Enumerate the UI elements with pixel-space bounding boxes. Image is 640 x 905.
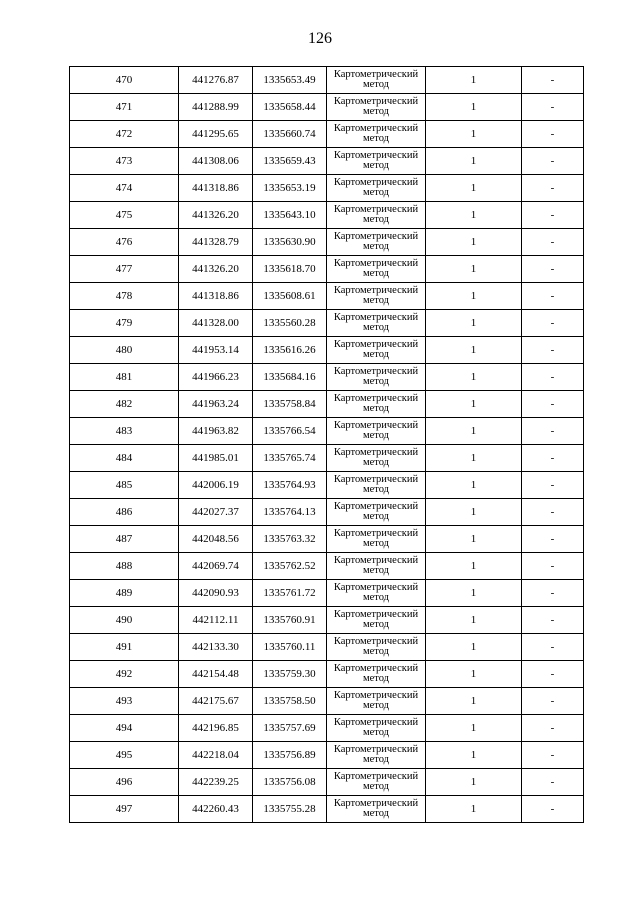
note-cell: - (522, 418, 584, 445)
method-line-1: Картометрический (333, 744, 419, 755)
method-line-1: Картометрический (333, 393, 419, 404)
y-coordinate-cell: 1335759.30 (253, 661, 327, 688)
point-number-cell: 471 (70, 94, 179, 121)
method-cell (327, 175, 426, 202)
note-cell: - (522, 445, 584, 472)
table-row (70, 175, 584, 202)
method-line-1: Картометрический (333, 123, 419, 134)
point-number-cell: 480 (70, 337, 179, 364)
accuracy-cell: 1 (426, 202, 522, 229)
y-coordinate-cell: 1335761.72 (253, 580, 327, 607)
table-row (70, 769, 584, 796)
accuracy-cell: 1 (426, 445, 522, 472)
method-line-1: Картометрический (333, 204, 419, 215)
point-number-cell: 479 (70, 310, 179, 337)
x-coordinate-cell: 442027.37 (179, 499, 253, 526)
method-line-1: Картометрический (333, 366, 419, 377)
method-line-1: Картометрический (333, 690, 419, 701)
x-coordinate-cell: 441295.65 (179, 121, 253, 148)
method-cell (327, 445, 426, 472)
y-coordinate-cell: 1335659.43 (253, 148, 327, 175)
accuracy-cell: 1 (426, 472, 522, 499)
y-coordinate-cell: 1335760.11 (253, 634, 327, 661)
method-cell (327, 121, 426, 148)
point-number-cell: 490 (70, 607, 179, 634)
method-cell (327, 688, 426, 715)
note-cell: - (522, 256, 584, 283)
method-line-1: Картометрический (333, 798, 419, 809)
note-cell: - (522, 94, 584, 121)
y-coordinate-cell: 1335762.52 (253, 553, 327, 580)
accuracy-cell: 1 (426, 742, 522, 769)
note-cell: - (522, 742, 584, 769)
method-cell (327, 310, 426, 337)
note-cell: - (522, 229, 584, 256)
method-line-1: Картометрический (333, 312, 419, 323)
point-number-cell: 486 (70, 499, 179, 526)
method-line-2: метод (362, 592, 390, 603)
point-number-cell: 476 (70, 229, 179, 256)
note-cell: - (522, 688, 584, 715)
x-coordinate-cell: 441276.87 (179, 67, 253, 94)
x-coordinate-cell: 442154.48 (179, 661, 253, 688)
accuracy-cell: 1 (426, 229, 522, 256)
method-line-2: метод (362, 619, 390, 630)
method-cell (327, 472, 426, 499)
table-row (70, 310, 584, 337)
method-line-2: метод (362, 754, 390, 765)
accuracy-cell: 1 (426, 121, 522, 148)
method-line-1: Картометрический (333, 69, 419, 80)
method-line-1: Картометрический (333, 420, 419, 431)
point-number-cell: 473 (70, 148, 179, 175)
y-coordinate-cell: 1335755.28 (253, 796, 327, 823)
y-coordinate-cell: 1335658.44 (253, 94, 327, 121)
note-cell: - (522, 283, 584, 310)
point-number-cell: 493 (70, 688, 179, 715)
y-coordinate-cell: 1335608.61 (253, 283, 327, 310)
method-cell (327, 283, 426, 310)
note-cell: - (522, 202, 584, 229)
note-cell: - (522, 310, 584, 337)
method-cell (327, 607, 426, 634)
method-cell (327, 580, 426, 607)
method-line-2: метод (362, 808, 390, 819)
method-line-2: метод (362, 349, 390, 360)
method-cell (327, 391, 426, 418)
accuracy-cell: 1 (426, 67, 522, 94)
accuracy-cell: 1 (426, 607, 522, 634)
method-line-1: Картометрический (333, 771, 419, 782)
method-line-2: метод (362, 403, 390, 414)
accuracy-cell: 1 (426, 364, 522, 391)
table-row (70, 607, 584, 634)
y-coordinate-cell: 1335653.19 (253, 175, 327, 202)
x-coordinate-cell: 441963.82 (179, 418, 253, 445)
point-number-cell: 474 (70, 175, 179, 202)
point-number-cell: 491 (70, 634, 179, 661)
point-number-cell: 492 (70, 661, 179, 688)
note-cell: - (522, 580, 584, 607)
method-line-1: Картометрический (333, 231, 419, 242)
table-row (70, 688, 584, 715)
method-line-2: метод (362, 376, 390, 387)
table-row (70, 445, 584, 472)
accuracy-cell: 1 (426, 256, 522, 283)
y-coordinate-cell: 1335756.89 (253, 742, 327, 769)
table-row (70, 391, 584, 418)
accuracy-cell: 1 (426, 634, 522, 661)
method-line-2: метод (362, 484, 390, 495)
accuracy-cell: 1 (426, 148, 522, 175)
method-line-2: метод (362, 106, 390, 117)
method-line-2: метод (362, 160, 390, 171)
table-row (70, 661, 584, 688)
note-cell: - (522, 526, 584, 553)
method-line-1: Картометрический (333, 528, 419, 539)
table-row (70, 94, 584, 121)
y-coordinate-cell: 1335618.70 (253, 256, 327, 283)
note-cell: - (522, 796, 584, 823)
page-number: 126 (308, 30, 332, 47)
y-coordinate-cell: 1335653.49 (253, 67, 327, 94)
method-line-1: Картометрический (333, 609, 419, 620)
x-coordinate-cell: 442239.25 (179, 769, 253, 796)
method-line-2: метод (362, 133, 390, 144)
y-coordinate-cell: 1335760.91 (253, 607, 327, 634)
method-cell (327, 769, 426, 796)
accuracy-cell: 1 (426, 526, 522, 553)
y-coordinate-cell: 1335766.54 (253, 418, 327, 445)
note-cell: - (522, 121, 584, 148)
table-row (70, 283, 584, 310)
note-cell: - (522, 472, 584, 499)
table-row (70, 337, 584, 364)
table-row (70, 202, 584, 229)
point-number-cell: 475 (70, 202, 179, 229)
method-line-2: метод (362, 700, 390, 711)
method-line-2: метод (362, 457, 390, 468)
method-line-2: метод (362, 214, 390, 225)
x-coordinate-cell: 442175.67 (179, 688, 253, 715)
x-coordinate-cell: 441966.23 (179, 364, 253, 391)
method-line-1: Картометрический (333, 258, 419, 269)
table-row (70, 526, 584, 553)
note-cell: - (522, 364, 584, 391)
x-coordinate-cell: 441328.00 (179, 310, 253, 337)
y-coordinate-cell: 1335758.50 (253, 688, 327, 715)
x-coordinate-cell: 441328.79 (179, 229, 253, 256)
method-cell (327, 553, 426, 580)
table-row (70, 553, 584, 580)
note-cell: - (522, 553, 584, 580)
accuracy-cell: 1 (426, 283, 522, 310)
y-coordinate-cell: 1335764.13 (253, 499, 327, 526)
method-line-2: метод (362, 646, 390, 657)
method-cell (327, 742, 426, 769)
table-row (70, 418, 584, 445)
accuracy-cell: 1 (426, 688, 522, 715)
accuracy-cell: 1 (426, 175, 522, 202)
method-line-1: Картометрический (333, 150, 419, 161)
note-cell: - (522, 769, 584, 796)
table-row (70, 364, 584, 391)
table-row (70, 229, 584, 256)
point-number-cell: 484 (70, 445, 179, 472)
method-line-2: метод (362, 538, 390, 549)
method-cell (327, 337, 426, 364)
note-cell: - (522, 67, 584, 94)
note-cell: - (522, 175, 584, 202)
point-number-cell: 477 (70, 256, 179, 283)
table-row (70, 634, 584, 661)
accuracy-cell: 1 (426, 499, 522, 526)
method-line-1: Картометрический (333, 636, 419, 647)
coordinates-table-body (70, 67, 584, 823)
x-coordinate-cell: 441308.06 (179, 148, 253, 175)
x-coordinate-cell: 442048.56 (179, 526, 253, 553)
table-row (70, 256, 584, 283)
y-coordinate-cell: 1335616.26 (253, 337, 327, 364)
method-line-1: Картометрический (333, 447, 419, 458)
method-line-1: Картометрический (333, 555, 419, 566)
table-row (70, 472, 584, 499)
table-row (70, 67, 584, 94)
point-number-cell: 470 (70, 67, 179, 94)
method-cell (327, 418, 426, 445)
accuracy-cell: 1 (426, 337, 522, 364)
x-coordinate-cell: 442006.19 (179, 472, 253, 499)
point-number-cell: 483 (70, 418, 179, 445)
method-cell (327, 661, 426, 688)
method-line-2: метод (362, 511, 390, 522)
y-coordinate-cell: 1335660.74 (253, 121, 327, 148)
y-coordinate-cell: 1335758.84 (253, 391, 327, 418)
x-coordinate-cell: 441326.20 (179, 256, 253, 283)
method-cell (327, 526, 426, 553)
point-number-cell: 488 (70, 553, 179, 580)
x-coordinate-cell: 441288.99 (179, 94, 253, 121)
x-coordinate-cell: 442196.85 (179, 715, 253, 742)
point-number-cell: 496 (70, 769, 179, 796)
method-line-1: Картометрический (333, 474, 419, 485)
x-coordinate-cell: 442090.93 (179, 580, 253, 607)
y-coordinate-cell: 1335684.16 (253, 364, 327, 391)
y-coordinate-cell: 1335560.28 (253, 310, 327, 337)
y-coordinate-cell: 1335757.69 (253, 715, 327, 742)
point-number-cell: 472 (70, 121, 179, 148)
method-cell (327, 202, 426, 229)
point-number-cell: 482 (70, 391, 179, 418)
x-coordinate-cell: 442112.11 (179, 607, 253, 634)
y-coordinate-cell: 1335630.90 (253, 229, 327, 256)
method-line-2: метод (362, 295, 390, 306)
table-row (70, 580, 584, 607)
method-line-2: метод (362, 187, 390, 198)
table-row (70, 715, 584, 742)
method-cell (327, 364, 426, 391)
method-line-1: Картометрический (333, 177, 419, 188)
point-number-cell: 481 (70, 364, 179, 391)
accuracy-cell: 1 (426, 94, 522, 121)
point-number-cell: 489 (70, 580, 179, 607)
x-coordinate-cell: 442260.43 (179, 796, 253, 823)
x-coordinate-cell: 442218.04 (179, 742, 253, 769)
method-cell (327, 256, 426, 283)
note-cell: - (522, 148, 584, 175)
method-line-1: Картометрический (333, 582, 419, 593)
method-line-1: Картометрический (333, 339, 419, 350)
x-coordinate-cell: 441985.01 (179, 445, 253, 472)
method-line-1: Картометрический (333, 285, 419, 296)
method-cell (327, 796, 426, 823)
table-row (70, 742, 584, 769)
accuracy-cell: 1 (426, 796, 522, 823)
point-number-cell: 485 (70, 472, 179, 499)
point-number-cell: 478 (70, 283, 179, 310)
note-cell: - (522, 607, 584, 634)
accuracy-cell: 1 (426, 580, 522, 607)
method-cell (327, 499, 426, 526)
x-coordinate-cell: 441963.24 (179, 391, 253, 418)
point-number-cell: 497 (70, 796, 179, 823)
accuracy-cell: 1 (426, 418, 522, 445)
accuracy-cell: 1 (426, 769, 522, 796)
accuracy-cell: 1 (426, 715, 522, 742)
coordinates-table (69, 66, 584, 823)
accuracy-cell: 1 (426, 661, 522, 688)
x-coordinate-cell: 441318.86 (179, 283, 253, 310)
method-cell (327, 67, 426, 94)
method-cell (327, 715, 426, 742)
table-row (70, 148, 584, 175)
note-cell: - (522, 337, 584, 364)
method-line-2: метод (362, 322, 390, 333)
point-number-cell: 487 (70, 526, 179, 553)
method-line-2: метод (362, 430, 390, 441)
method-cell (327, 148, 426, 175)
accuracy-cell: 1 (426, 310, 522, 337)
method-cell (327, 229, 426, 256)
method-line-2: метод (362, 565, 390, 576)
method-line-2: метод (362, 268, 390, 279)
method-line-1: Картометрический (333, 717, 419, 728)
table-row (70, 796, 584, 823)
note-cell: - (522, 499, 584, 526)
note-cell: - (522, 715, 584, 742)
x-coordinate-cell: 442069.74 (179, 553, 253, 580)
note-cell: - (522, 634, 584, 661)
method-line-1: Картометрический (333, 501, 419, 512)
y-coordinate-cell: 1335643.10 (253, 202, 327, 229)
note-cell: - (522, 661, 584, 688)
y-coordinate-cell: 1335763.32 (253, 526, 327, 553)
x-coordinate-cell: 441318.86 (179, 175, 253, 202)
method-line-2: метод (362, 781, 390, 792)
method-line-2: метод (362, 673, 390, 684)
y-coordinate-cell: 1335756.08 (253, 769, 327, 796)
point-number-cell: 495 (70, 742, 179, 769)
method-cell (327, 634, 426, 661)
accuracy-cell: 1 (426, 391, 522, 418)
x-coordinate-cell: 442133.30 (179, 634, 253, 661)
note-cell: - (522, 391, 584, 418)
method-cell (327, 94, 426, 121)
table-row (70, 121, 584, 148)
method-line-1: Картометрический (333, 663, 419, 674)
method-line-2: метод (362, 727, 390, 738)
accuracy-cell: 1 (426, 553, 522, 580)
method-line-2: метод (362, 79, 390, 90)
table-row (70, 499, 584, 526)
point-number-cell: 494 (70, 715, 179, 742)
y-coordinate-cell: 1335764.93 (253, 472, 327, 499)
method-line-1: Картометрический (333, 96, 419, 107)
x-coordinate-cell: 441953.14 (179, 337, 253, 364)
method-line-2: метод (362, 241, 390, 252)
x-coordinate-cell: 441326.20 (179, 202, 253, 229)
y-coordinate-cell: 1335765.74 (253, 445, 327, 472)
